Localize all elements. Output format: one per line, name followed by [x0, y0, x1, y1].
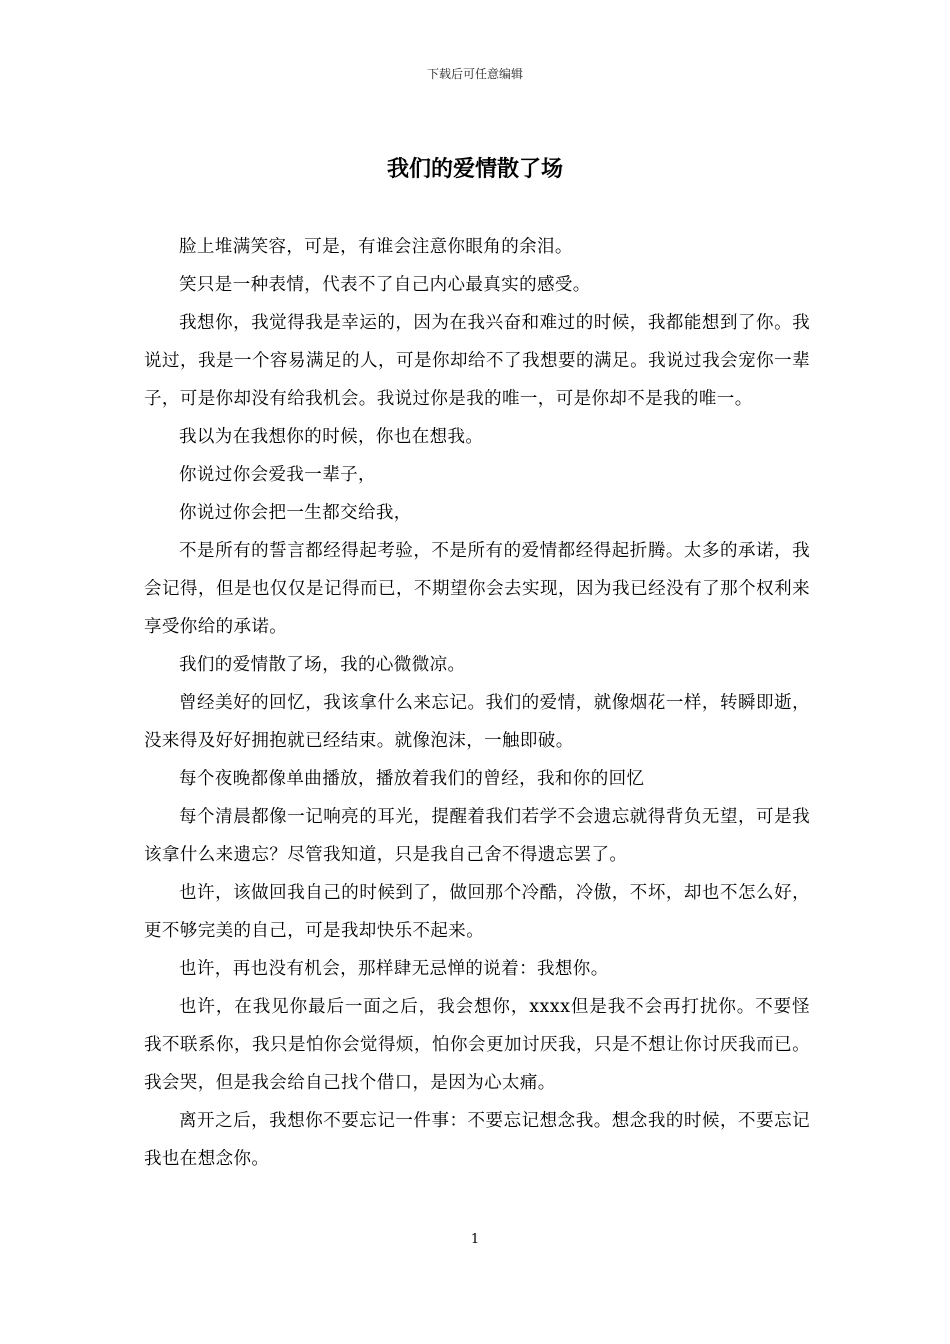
document-body	[144, 228, 810, 1178]
paragraph: 我想你，我觉得我是幸运的，因为在我兴奋和难过的时候，我都能想到了你。我说过，我是一个容易满足的人，可是你却给不了我想要的满足。我说过我会宠你一辈子，可是你却没有给我机会。我说过你是我的唯一，可是你却不是我的唯一。	[144, 313, 810, 409]
paragraph: 笑只是一种表情，代表不了自己内心最真实的感受。	[179, 275, 591, 295]
paragraph: 也许，该做回我自己的时候到了，做回那个冷酷，冷傲，不坏，却也不怎么好，更不够完美的自己，可是我却快乐不起来。	[144, 883, 810, 941]
paragraph: 你说过你会把一生都交给我，	[179, 503, 412, 523]
document-title: 我们的爱情散了场	[386, 157, 563, 182]
paragraph: 不是所有的誓言都经得起考验，不是所有的爱情都经得起折腾。太多的承诺，我会记得，但是也仅仅是记得而已，不期望你会去实现，因为我已经没有了那个权利来享受你给的承诺。	[144, 541, 810, 637]
page-number: 1	[470, 1232, 480, 1247]
paragraph: 每个清晨都像一记响亮的耳光，提醒着我们若学不会遗忘就得背负无望，可是我该拿什么来遗忘？尽管我知道，只是我自己舍不得遗忘罢了。	[144, 807, 810, 865]
paragraph: 也许，在我见你最后一面之后，我会想你，xxxx但是我不会再打扰你。不要怪我不联系你，我只是怕你会觉得烦，怕你会更加讨厌我，只是不想让你讨厌我而已。我会哭，但是我会给自己找个借口，是因为心太痛。	[144, 997, 810, 1093]
paragraph: 我们的爱情散了场，我的心微微凉。	[179, 655, 466, 675]
paragraph: 脸上堆满笑容，可是，有谁会注意你眼角的余泪。	[179, 237, 573, 257]
paragraph: 我以为在我想你的时候，你也在想我。	[179, 427, 484, 447]
paragraph: 也许，再也没有机会，那样肆无忌惮的说着：我想你。	[179, 959, 609, 979]
paragraph: 离开之后，我想你不要忘记一件事：不要忘记想念我。想念我的时候，不要忘记我也在想念你。	[144, 1111, 810, 1169]
paragraph: 你说过你会爱我一辈子，	[179, 465, 376, 485]
paragraph: 曾经美好的回忆，我该拿什么来忘记。我们的爱情，就像烟花一样，转瞬即逝，没来得及好好拥抱就已经结束。就像泡沫，一触即破。	[144, 693, 810, 751]
page-header: 下载后可任意编辑	[426, 67, 523, 81]
paragraph: 每个夜晚都像单曲播放，播放着我们的曾经，我和你的回忆	[179, 769, 645, 789]
